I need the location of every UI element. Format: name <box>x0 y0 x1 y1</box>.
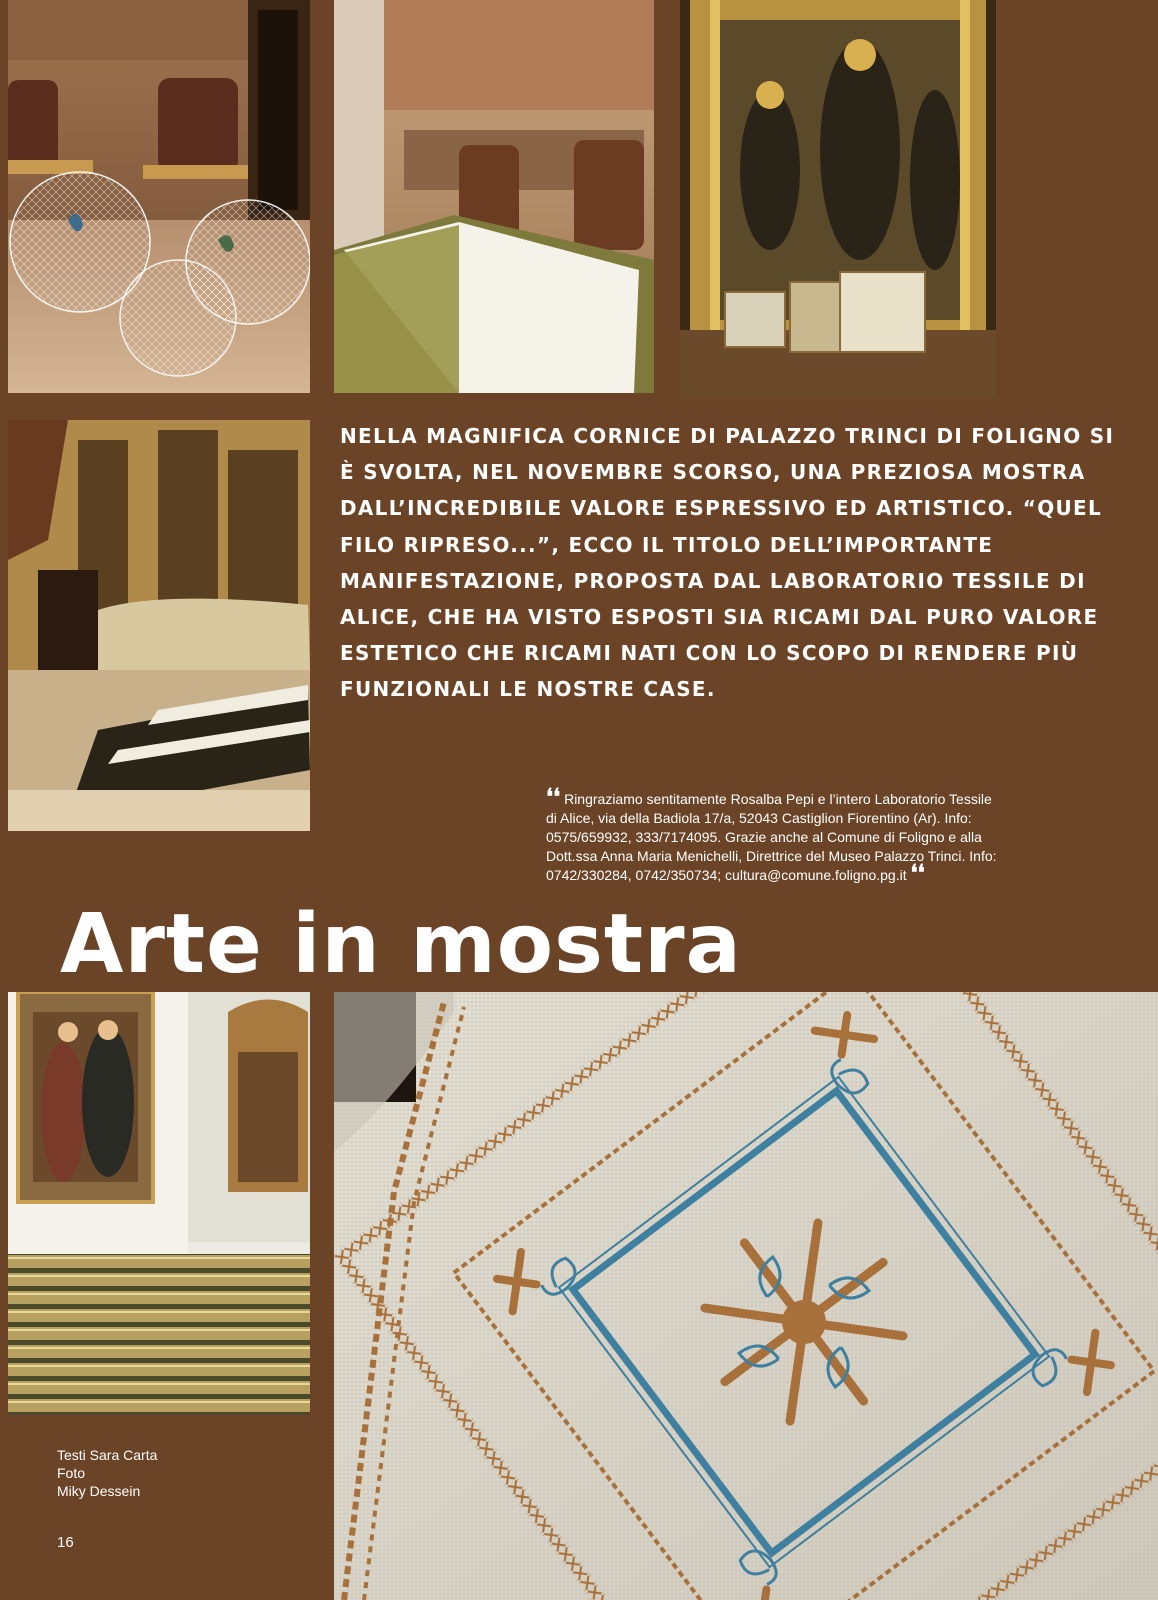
byline <box>57 1446 157 1500</box>
close-quote-icon: ❛❛ <box>910 860 925 886</box>
photo-altarpiece-cushions-art <box>680 0 996 399</box>
acknowledgements <box>546 784 1006 886</box>
open-quote-icon: ❛❛ <box>546 784 561 810</box>
photo-chairs-spheres-art <box>8 0 310 393</box>
byline-photo-label: Foto <box>57 1465 86 1481</box>
page-number: 16 <box>57 1534 74 1551</box>
photo-chairs-spheres <box>8 0 310 393</box>
photo-embroidered-linen <box>334 992 1158 1600</box>
photo-draped-table-art <box>334 0 654 393</box>
photo-altarpiece-cushions <box>680 0 996 399</box>
lead-paragraph: NELLA MAGNIFICA CORNICE DI PALAZZO TRINCI DI FOLIGNO SI È SVOLTA, NEL NOVEMBRE SCORSO, UNA PREZIOSA MOSTRA DALL’INCREDIBILE VALORE ESPRESSIVO ED ARTISTICO. “QUEL FILO RIPRESO...”, ECCO IL TITOLO DELL’IMPORTANTE MANIFESTAZIONE, PROPOSTA DAL LABORATORIO TESSILE DI ALICE, CHE HA VISTO ESPOSTI SIA RICAMI DAL PURO VALORE ESTETICO CHE RICAMI NATI CON LO SCOPO DI RENDERE PIÙ FUNZIONALI LE NOSTRE CASE. <box>340 424 1115 702</box>
byline-photographer: Miky Dessein <box>57 1483 141 1499</box>
byline-texts: Testi Sara Carta <box>57 1447 158 1463</box>
photo-frescoed-hall-art <box>8 420 310 831</box>
acknowledgements-text: Ringraziamo sentitamente Rosalba Pepi e l’intero Laboratorio Tessile di Alice, via della Badiola 17/a, 52043 Castiglion Fiorentino (Ar). Info: 0575/659932, 333/7174095. Grazie anche al Comune di Foligno e alla Dott.ssa Anna Maria Menichelli, Direttrice del Museo Palazzo Trinci. Info: 0742/330284, 0742/350734; cultura@comune.foligno.pg.it <box>546 791 997 883</box>
photo-gallery-paintings-art <box>8 992 310 1415</box>
photo-frescoed-hall <box>8 420 310 831</box>
photo-gallery-paintings <box>8 992 310 1415</box>
article-title: Arte in mostra <box>60 897 742 992</box>
photo-draped-table <box>334 0 654 393</box>
photo-embroidered-linen-art <box>334 992 1158 1600</box>
